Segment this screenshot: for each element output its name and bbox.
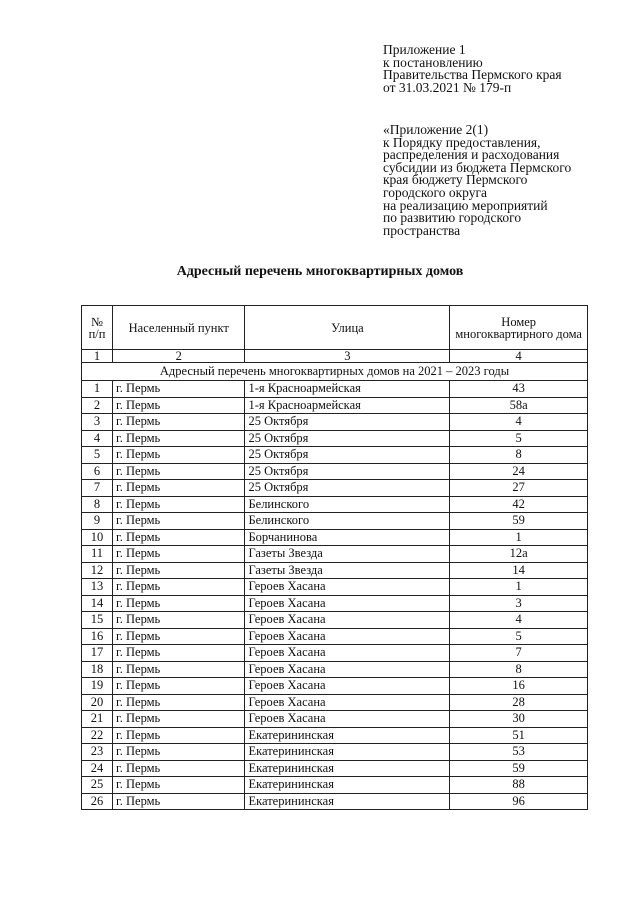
table-row bbox=[82, 645, 588, 662]
table-row bbox=[82, 562, 588, 579]
appendix-line: на реализацию мероприятий bbox=[383, 197, 548, 213]
table-row bbox=[82, 480, 588, 497]
row-house-number: 30 bbox=[450, 711, 588, 728]
row-settlement: г. Пермь bbox=[113, 447, 245, 464]
row-number: 13 bbox=[82, 579, 113, 596]
row-house-number: 4 bbox=[450, 612, 588, 629]
row-number: 21 bbox=[82, 711, 113, 728]
table-row bbox=[82, 678, 588, 695]
row-street: Белинского bbox=[245, 496, 450, 513]
document-title: Адресный перечень многоквартирных домов bbox=[176, 264, 464, 279]
row-number: 7 bbox=[82, 480, 113, 497]
row-street: Героев Хасана bbox=[245, 711, 450, 728]
row-house-number: 16 bbox=[450, 678, 588, 695]
row-settlement: г. Пермь bbox=[113, 760, 245, 777]
row-house-number: 59 bbox=[450, 760, 588, 777]
table-row bbox=[82, 694, 588, 711]
row-house-number: 8 bbox=[450, 447, 588, 464]
row-number: 10 bbox=[82, 529, 113, 546]
row-street: 1-я Красноармейская bbox=[245, 397, 450, 414]
row-street: Героев Хасана bbox=[245, 595, 450, 612]
appendix-line: Приложение 1 bbox=[383, 42, 466, 57]
table-row bbox=[82, 529, 588, 546]
row-house-number: 12а bbox=[450, 546, 588, 563]
appendix-line: к Порядку предоставления, bbox=[383, 134, 541, 150]
row-number: 1 bbox=[82, 381, 113, 398]
section-title: Адресный перечень многоквартирных домов на 2021 – 2023 годы bbox=[82, 363, 588, 381]
table-row bbox=[82, 463, 588, 480]
row-street: Екатерининская bbox=[245, 760, 450, 777]
row-number: 18 bbox=[82, 661, 113, 678]
row-street: Борчанинова bbox=[245, 529, 450, 546]
row-number: 5 bbox=[82, 447, 113, 464]
row-number: 22 bbox=[82, 727, 113, 744]
table-row bbox=[82, 760, 588, 777]
row-street: 25 Октября bbox=[245, 414, 450, 431]
table-row bbox=[82, 793, 588, 810]
row-house-number: 51 bbox=[450, 727, 588, 744]
row-house-number: 1 bbox=[450, 529, 588, 546]
row-number: 15 bbox=[82, 612, 113, 629]
row-settlement: г. Пермь bbox=[113, 727, 245, 744]
row-street: 25 Октября bbox=[245, 430, 450, 447]
table-row bbox=[82, 661, 588, 678]
appendix-line: субсидии из бюджета Пермского bbox=[383, 159, 572, 175]
row-house-number: 27 bbox=[450, 480, 588, 497]
row-house-number: 58а bbox=[450, 397, 588, 414]
row-street: Екатерининская bbox=[245, 777, 450, 794]
row-settlement: г. Пермь bbox=[113, 595, 245, 612]
appendix-line: «Приложение 2(1) bbox=[383, 122, 489, 137]
row-settlement: г. Пермь bbox=[113, 777, 245, 794]
column-number: 2 bbox=[113, 350, 245, 363]
row-street: 25 Октября bbox=[245, 463, 450, 480]
row-number: 8 bbox=[82, 496, 113, 513]
table-row bbox=[82, 744, 588, 761]
appendix-2-header bbox=[383, 124, 571, 237]
row-street: 1-я Красноармейская bbox=[245, 381, 450, 398]
row-settlement: г. Пермь bbox=[113, 480, 245, 497]
appendix-line: Правительства Пермского края bbox=[383, 67, 562, 83]
appendix-line: городского округа bbox=[383, 184, 488, 200]
row-settlement: г. Пермь bbox=[113, 414, 245, 431]
row-house-number: 5 bbox=[450, 430, 588, 447]
appendix-line: по развитию городского bbox=[383, 210, 522, 226]
appendix-line: края бюджету Пермского bbox=[383, 172, 528, 188]
table-header-row bbox=[82, 306, 588, 350]
table-row bbox=[82, 430, 588, 447]
row-street: Героев Хасана bbox=[245, 579, 450, 596]
row-street: Героев Хасана bbox=[245, 628, 450, 645]
table-row bbox=[82, 414, 588, 431]
table-row bbox=[82, 595, 588, 612]
row-street: Газеты Звезда bbox=[245, 546, 450, 563]
row-street: Героев Хасана bbox=[245, 612, 450, 629]
row-house-number: 88 bbox=[450, 777, 588, 794]
column-number: 3 bbox=[245, 350, 450, 363]
row-settlement: г. Пермь bbox=[113, 628, 245, 645]
row-settlement: г. Пермь bbox=[113, 397, 245, 414]
row-house-number: 4 bbox=[450, 414, 588, 431]
appendix-line: распределения и расходования bbox=[383, 147, 560, 163]
row-settlement: г. Пермь bbox=[113, 694, 245, 711]
row-settlement: г. Пермь bbox=[113, 645, 245, 662]
row-street: Газеты Звезда bbox=[245, 562, 450, 579]
appendix-line: от 31.03.2021 № 179-п bbox=[383, 79, 512, 95]
table-row bbox=[82, 381, 588, 398]
row-street: 25 Октября bbox=[245, 447, 450, 464]
row-number: 26 bbox=[82, 793, 113, 810]
row-house-number: 7 bbox=[450, 645, 588, 662]
row-street: Екатерининская bbox=[245, 793, 450, 810]
row-house-number: 24 bbox=[450, 463, 588, 480]
row-settlement: г. Пермь bbox=[113, 579, 245, 596]
row-settlement: г. Пермь bbox=[113, 513, 245, 530]
row-street: Героев Хасана bbox=[245, 661, 450, 678]
table-row bbox=[82, 628, 588, 645]
table-row bbox=[82, 579, 588, 596]
row-settlement: г. Пермь bbox=[113, 661, 245, 678]
row-number: 3 bbox=[82, 414, 113, 431]
row-house-number: 1 bbox=[450, 579, 588, 596]
row-street: Героев Хасана bbox=[245, 678, 450, 695]
row-house-number: 14 bbox=[450, 562, 588, 579]
row-settlement: г. Пермь bbox=[113, 529, 245, 546]
table-row bbox=[82, 447, 588, 464]
appendix-line: пространства bbox=[383, 222, 461, 238]
row-house-number: 43 bbox=[450, 381, 588, 398]
row-number: 16 bbox=[82, 628, 113, 645]
row-house-number: 53 bbox=[450, 744, 588, 761]
table-row bbox=[82, 513, 588, 530]
row-street: Екатерининская bbox=[245, 744, 450, 761]
row-settlement: г. Пермь bbox=[113, 463, 245, 480]
row-house-number: 59 bbox=[450, 513, 588, 530]
row-number: 23 bbox=[82, 744, 113, 761]
row-number: 12 bbox=[82, 562, 113, 579]
row-house-number: 8 bbox=[450, 661, 588, 678]
header-settlement: Населенный пункт bbox=[113, 306, 245, 350]
row-street: Героев Хасана bbox=[245, 694, 450, 711]
table-row bbox=[82, 546, 588, 563]
row-settlement: г. Пермь bbox=[113, 678, 245, 695]
row-number: 11 bbox=[82, 546, 113, 563]
table-row bbox=[82, 612, 588, 629]
row-house-number: 28 bbox=[450, 694, 588, 711]
table-row bbox=[82, 711, 588, 728]
appendix-line: к постановлению bbox=[383, 54, 483, 70]
table-body bbox=[82, 381, 588, 810]
row-number: 25 bbox=[82, 777, 113, 794]
row-settlement: г. Пермь bbox=[113, 711, 245, 728]
row-number: 2 bbox=[82, 397, 113, 414]
row-settlement: г. Пермь bbox=[113, 793, 245, 810]
appendix-1-header bbox=[383, 44, 562, 94]
row-settlement: г. Пермь bbox=[113, 612, 245, 629]
row-street: Героев Хасана bbox=[245, 645, 450, 662]
table-row bbox=[82, 777, 588, 794]
row-street: Белинского bbox=[245, 513, 450, 530]
section-row bbox=[82, 363, 588, 381]
row-house-number: 5 bbox=[450, 628, 588, 645]
row-number: 14 bbox=[82, 595, 113, 612]
row-number: 6 bbox=[82, 463, 113, 480]
row-settlement: г. Пермь bbox=[113, 430, 245, 447]
row-number: 24 bbox=[82, 760, 113, 777]
row-settlement: г. Пермь bbox=[113, 381, 245, 398]
row-number: 20 bbox=[82, 694, 113, 711]
row-number: 19 bbox=[82, 678, 113, 695]
row-street: 25 Октября bbox=[245, 480, 450, 497]
table-row bbox=[82, 496, 588, 513]
row-number: 4 bbox=[82, 430, 113, 447]
header-no: № п/п bbox=[82, 306, 113, 350]
row-house-number: 3 bbox=[450, 595, 588, 612]
header-house: Номер многоквартирного дома bbox=[450, 306, 588, 350]
row-house-number: 42 bbox=[450, 496, 588, 513]
row-settlement: г. Пермь bbox=[113, 496, 245, 513]
table-row bbox=[82, 397, 588, 414]
row-number: 17 bbox=[82, 645, 113, 662]
address-table bbox=[81, 305, 588, 810]
row-street: Екатерининская bbox=[245, 727, 450, 744]
row-number: 9 bbox=[82, 513, 113, 530]
row-settlement: г. Пермь bbox=[113, 546, 245, 563]
table-row bbox=[82, 727, 588, 744]
row-settlement: г. Пермь bbox=[113, 562, 245, 579]
row-settlement: г. Пермь bbox=[113, 744, 245, 761]
column-number: 1 bbox=[82, 350, 113, 363]
column-numbers-row bbox=[82, 350, 588, 363]
row-house-number: 96 bbox=[450, 793, 588, 810]
header-street: Улица bbox=[245, 306, 450, 350]
column-number: 4 bbox=[450, 350, 588, 363]
